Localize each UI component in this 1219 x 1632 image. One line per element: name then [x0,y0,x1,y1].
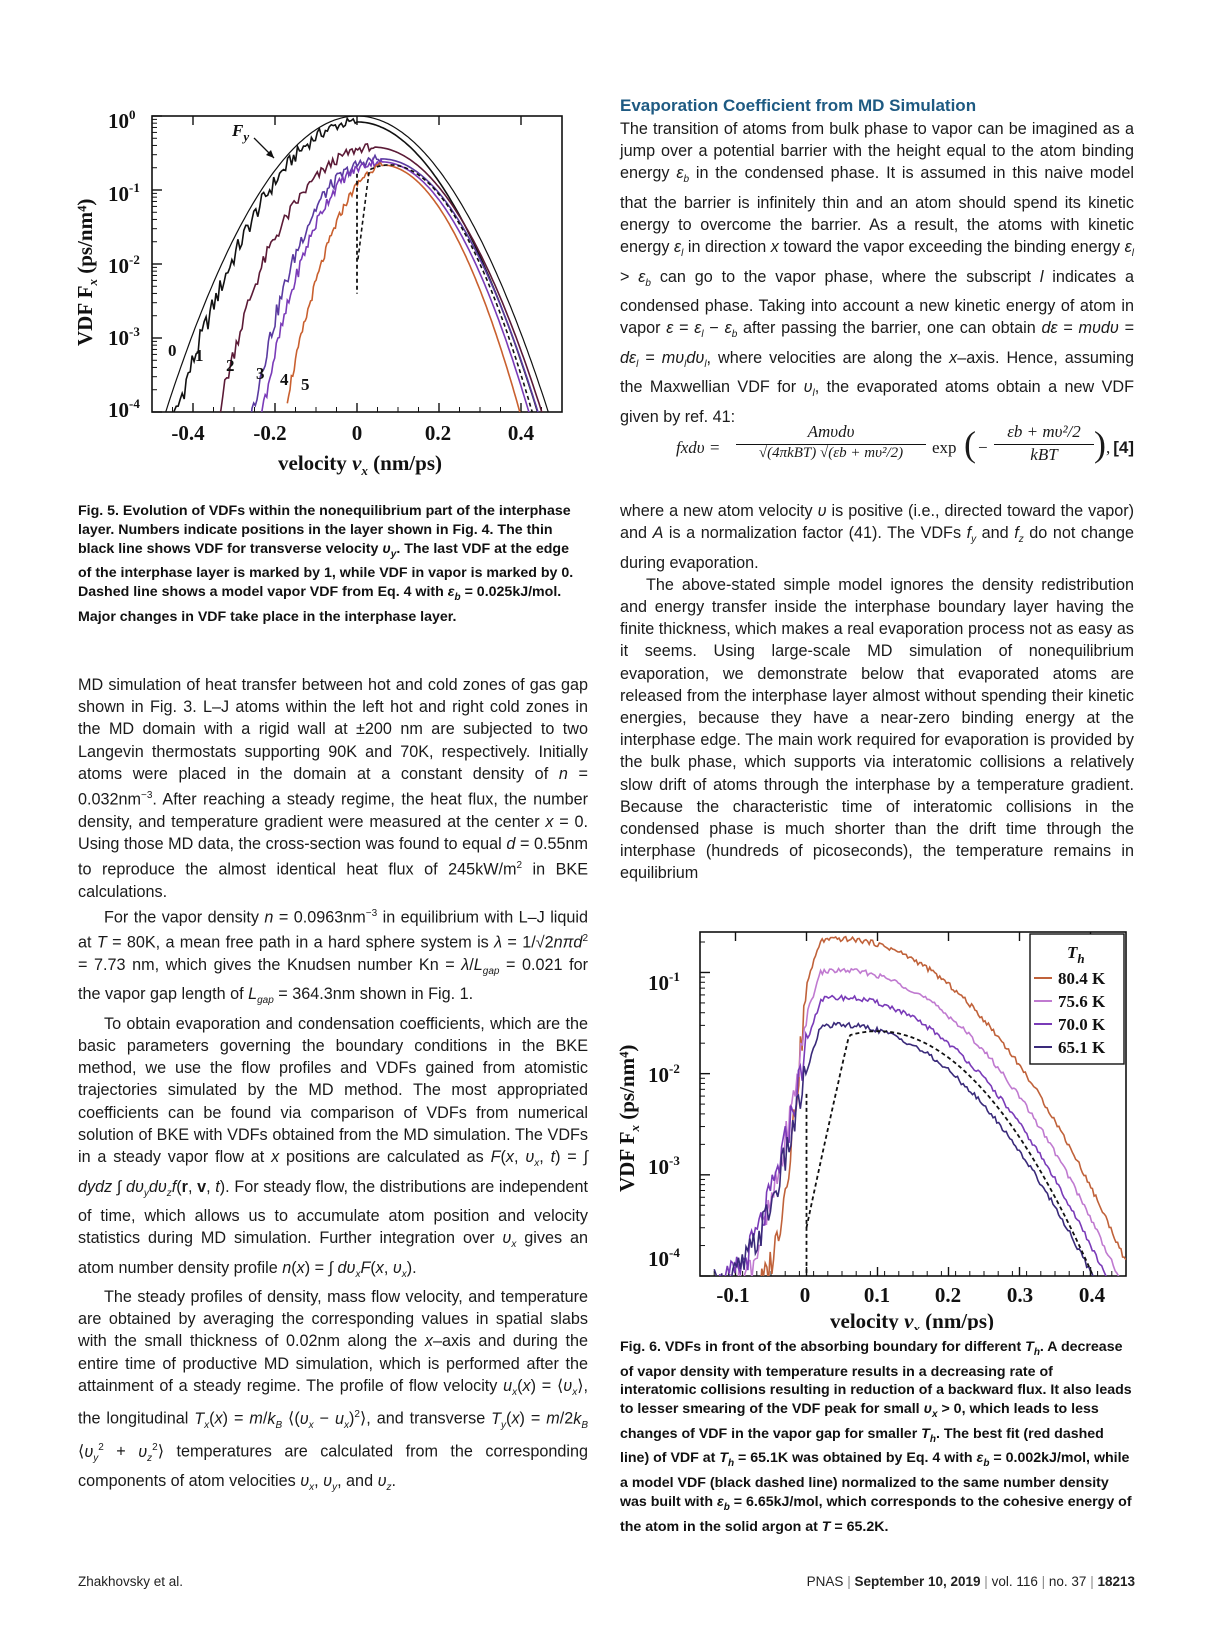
section-heading: Evaporation Coefficient from MD Simulation [620,96,977,115]
eq-exp: exp [932,438,957,457]
fig6-xtick-1: 0 [799,1283,811,1307]
equation-4 [620,422,1134,478]
footer-volume: vol. 116 [991,1574,1038,1589]
eq-denominator: √(4πkBT) √(εb + mυ²/2) [758,445,904,461]
eq-fraction [736,422,926,462]
fig6-y-axis-label: VDF $F_x$ (ps/nm⁴) [615,1044,642,1192]
right-paragraph-1: The transition of atoms from bulk phase to vapor can be imagined as a jump over a potential barrier with the height equal to the atom binding energy $\varepsilon_b$ in the condensed phase. It is assumed in this naive model that the barrier is infinitely thin and an atom should spend its kinetic energy to overcome the barrier. As a result, the atoms with kinetic energy $\varepsilon_l$ in direction x toward the vapor exceeding the binding energy $\varepsilon_l > \varepsilon_b$ can go to the vapor phase, where the subscript l indicates a condensed phase. Taking into account a new kinetic energy of atom in vapor $\varepsilon = \varepsilon_l - \varepsilon_b$ after passing the barrier, one can obtain $d\varepsilon = m\upsilon d\upsilon = d\varepsilon_l = m\upsilon_ld\upsilon_l$, where velocities are along the x–axis. Hence, assuming the Maxwellian VDF for $\upsilon_l$, the evaporated atoms obtain a new VDF given by ref. 41: [620,120,1135,426]
fig5-ticks [152,116,562,412]
figure-5 [70,98,570,478]
eq-label: [4] [1113,438,1134,457]
fig6-legend-title: $T_h$ [1067,943,1085,966]
fig5-ytick-4: $10^{-4}$ [108,396,140,422]
eq-close-paren: ) [1094,424,1106,464]
fig6-x-axis-label: velocity $v_x$ (nm/ps) [830,1309,994,1330]
left-paragraph-4: The steady profiles of density, mass flow velocity, and temperature are obtained by averaging the corresponding values in spatial slabs with the small thickness of 0.02nm along the x–axis and during the entire time of productive MD simulation, which is performed after the attainment of a steady regime. The profile of flow velocity $u_x(x)$ = $⟨\upsilon_x⟩$, the longitudinal $T_x(x) = m/k_B$ $⟨(\upsilon_x$ − $u_x)^2⟩$, and transverse $T_y(x) = m/2k_B$ $⟨\upsilon_y^2$ + $\upsilon_z^2⟩$ temperatures are calculated from the corresponding components of atom velocities $\upsilon_x$, $\upsilon_y$, and $\upsilon_z$. [78,1288,589,1494]
fig5-curve-label-2: 3 [256,364,265,383]
fig5-series-1 [164,119,562,479]
left-column [78,674,588,1499]
fig6-ytick-0: $10^{-1}$ [648,969,680,995]
eq-lhs: fxdυ = [676,438,721,457]
fig6-xtick-0: -0.1 [716,1283,750,1307]
fig5-xtick-0: -0.4 [171,421,205,445]
eq-open-paren: ( [964,424,976,464]
figure-6-chart [612,918,1142,1330]
eq-minus: − [978,438,988,457]
fig5-curve-label-5: 0 [168,341,177,360]
eq-comma: , [1106,438,1111,457]
footer-issue: no. 37 [1048,1574,1087,1589]
fig5-ytick-2: $10^{-2}$ [108,252,140,278]
fig6-caption: Fig. 6. VDFs in front of the absorbing boundary for different $T_h$. A decrease of vapor density with temperature results in a decreasing rate of interatomic collisions resulting in reduction of a backward flux. It also leads to lesser smearing of the VDF peak for small $\upsilon_x > 0$, which leads to less changes of VDF in the vapor gap for smaller $T_h$. The best fit (red dashed line) of VDF at $T_h = 65.1K$ was obtained by Eq. 4 with $\varepsilon_b = 0.002kJ/mol$, while a model VDF (black dashed line) normalized to the same number density was built with $\varepsilon_b = 6.65kJ/mol$, which corresponds to the cohesive energy of the atom in the solid argon at T = 65.2K. [620,1339,1132,1535]
left-paragraph-1: MD simulation of heat transfer between hot and cold zones of gas gap shown in Fig. 3. L–J atoms within the left hot and right cold zones in the MD domain with a rigid wall at ±200 nm are subjected to two Langevin thermostats supporting 90K and 70K, respectively. Initially atoms were placed in the domain at a constant density of $n = 0.032nm^{-3}$. After reaching a steady regime, the heat flux, the number density, and temperature gradient were measured at the center x = 0. Using those MD data, the cross-section was found to equal d = 0.55nm to reproduce the almost identical heat flux of $245kW/m^2$ in BKE calculations. [78,676,589,901]
fig6-y-tick-labels [648,969,680,1271]
fig5-curve-label-3: 2 [226,356,235,375]
fig5-y-axis-label: VDF $F_x$ (ps/nm⁴) [73,198,100,346]
footer-citation: PNAS | September 10, 2019 | vol. 116 | no. 37 | 18213 [806,1574,1135,1589]
fig5-curve-label-4: 1 [195,346,204,365]
fig5-x-tick-labels [171,421,534,445]
fig6-ytick-1: $10^{-2}$ [648,1061,680,1087]
right-paragraph-3: The above-stated simple model ignores the density redistribution and energy transfer inside the interphase boundary layer having the finite thickness, which makes a real evaporation process not as easy as it seems. Using large-scale MD simulation of nonequilibrium evaporation, we demonstrate below that evaporated atoms are released from the interphase layer almost without spending their kinetic energies, because they have a near-zero binding energy at the interphase edge. The main work required for evaporation is provided by the bulk phase, which supports via interatomic collisions a relatively slow drift of atoms through the interphase by a temperature gradient. Because the characteristic time of interatomic collisions in the condensed phase is much shorter than the drift time through the interphase (hundreds of picoseconds), the temperature remains in equilibrium [620,575,1134,883]
fig6-legend-item-3: 65.1 K [1058,1038,1106,1057]
fig5-ytick-3: $10^{-3}$ [108,324,140,350]
eq-exp-fraction [994,422,1094,465]
figure-5-chart [70,98,570,478]
fig5-ytick-0: $10^0$ [108,107,136,133]
fig5-xtick-4: 0.4 [507,421,535,445]
footer-authors: Zhakhovsky et al. [78,1574,184,1589]
fig6-legend-item-2: 70.0 K [1058,1015,1106,1034]
fig5-x-axis-label: velocity $v_x$ (nm/ps) [278,451,442,478]
fig5-curve-label-0: 5 [301,375,310,394]
fig5-fy-label: $F_y$ [232,121,250,144]
fig5-ytick-1: $10^{-1}$ [108,180,140,206]
left-paragraph-2: For the vapor density $n = 0.0963nm^{-3}$ in equilibrium with L–J liquid at T = 80K, a mean free path in a hard sphere system is λ = 1/√2nπd$^2$ = 7.73 nm, which gives the Knudsen number $Kn = \lambda/L_{gap} = 0.021$ for the vapor gap length of $L_{gap} = 364.3nm$ shown in Fig. 1. [78,907,588,1007]
footer-page: 18213 [1097,1574,1135,1589]
eq-exp-denominator: kBT [1030,445,1058,464]
eq-exp-numerator: εb + mυ²/2 [1007,422,1081,441]
fig5-caption: Fig. 5. Evolution of VDFs within the nonequilibrium part of the interphase layer. Numbers indicate positions in the layer shown in Fig. 4. The thin black line shows VDF for transverse velocity $\upsilon_y$. The last VDF at the edge of the interphase layer is marked by 1, while VDF in vapor is marked by 0. Dashed line shows a model vapor VDF from Eq. 4 with $\varepsilon_b = 0.025kJ/mol$. Major changes in VDF take place in the interphase layer. [78,503,574,625]
fig6-xtick-4: 0.3 [1006,1283,1034,1307]
fig6-xtick-5: 0.4 [1078,1283,1106,1307]
left-paragraph-3: To obtain evaporation and condensation coefficients, which are the basic parameters governing the boundary conditions in the BKE method, we use the flow profiles and VDFs gained from atomistic trajectories simulated by the MD method. The most appropriated coefficients can be found via comparison of VDFs from numerical solution of BKE with VDFs obtained from the MD simulation. The VDFs in a steady vapor flow at x positions are calculated as F(x, $\upsilon_x$, t) = ∫ dydz ∫ $d\upsilon_yd\upsilon_zf(r$, v, t). For steady flow, the distributions are independent of time, which allows us to accumulate atom position and velocity statistics during MD simulation. Further integration over $\upsilon_x$ gives an atom number density profile n(x) = ∫ $d\upsilon_xF(x$, $\upsilon_x$). [78,1014,589,1280]
fig6-legend-item-0: 80.4 K [1058,969,1106,988]
fig6-legend-item-1: 75.6 K [1058,992,1106,1011]
fig6-ytick-2: $10^{-3}$ [648,1153,680,1179]
right-paragraph-2: where a new atom velocity υ is positive (i.e., directed toward the vapor) and A is a normalization factor (41). The VDFs $f_y$ and $f_z$ do not change during evaporation. [620,502,1134,572]
fig6-xtick-3: 0.2 [934,1283,962,1307]
fig5-y-tick-labels [108,107,140,422]
fig6-legend [1030,934,1124,1064]
fig6-xtick-2: 0.1 [863,1283,891,1307]
figure-6 [612,918,1142,1330]
eq-numerator: Amυdυ [807,422,855,441]
fig5-xtick-1: -0.2 [253,421,287,445]
fig5-curve-label-1: 4 [280,370,289,389]
fig5-xtick-2: 0 [351,421,363,445]
fig5-series-2 [177,144,562,478]
right-column-top [620,118,1134,428]
fig6-x-tick-labels [716,1283,1105,1307]
fig5-xtick-3: 0.2 [424,421,452,445]
fig5-plot-frame [152,116,562,412]
right-column-bottom [620,500,1134,885]
footer-journal: PNAS [806,1574,844,1589]
fig6-ytick-3: $10^{-4}$ [648,1245,680,1271]
footer-date: September 10, 2019 [854,1574,981,1589]
